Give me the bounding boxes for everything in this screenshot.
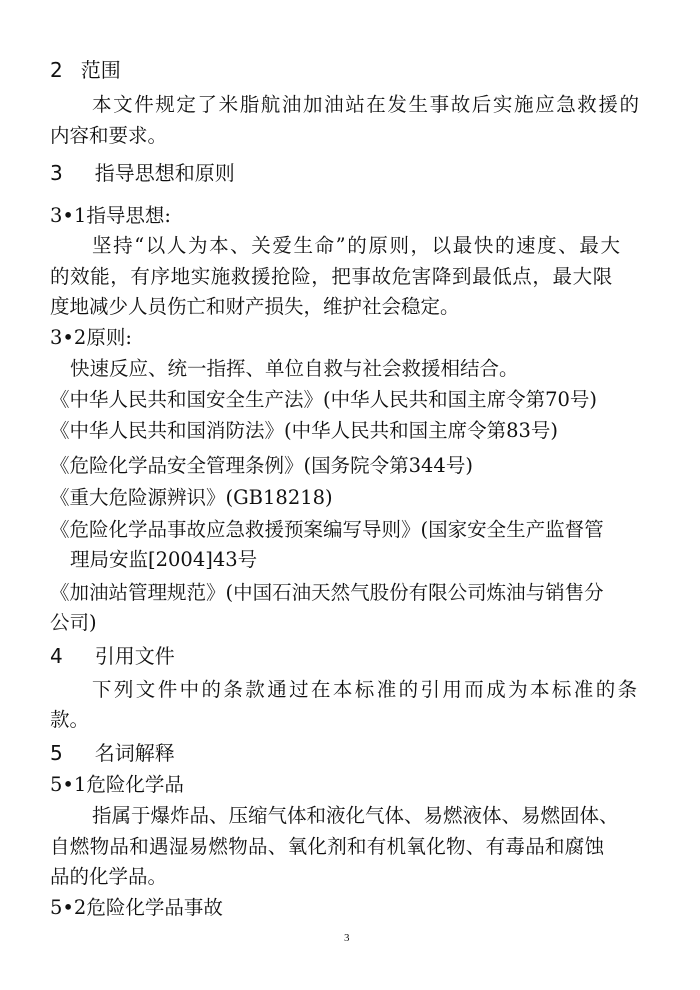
paragraph-line: 本文件规定了米脂航油加油站在发生事故后实施应急救援的 [92,93,641,116]
paragraph-line: 快速反应、统一指挥、单位自救与社会救援相结合。 [70,357,519,380]
paragraph-line: 度地减少人员伤亡和财产损失，维护社会稳定。 [50,295,460,318]
paragraph-line: 品的化学品。 [50,865,168,888]
section-title: 范围 [80,58,121,82]
subsection-title: 5•1危险化学品 [50,773,184,796]
section-number: 4 [50,644,63,668]
section-4-heading [50,643,175,669]
subsection-title: 3•1指导思想: [50,204,171,227]
paragraph-line: 款。 [50,708,90,731]
section-number: 3 [50,161,63,185]
subsection-title: 3•2原则: [50,326,132,349]
subsection-title: 5•2危险化学品事故 [50,896,223,919]
page-number: 3 [344,932,350,944]
section-title: 引用文件 [94,644,175,668]
reference-item: 《加油站管理规范》(中国石油天然气股份有限公司炼油与销售分 [50,581,604,604]
paragraph-line: 坚持“以人为本、关爱生命”的原则，以最快的速度、最大 [92,234,622,257]
paragraph-line: 内容和要求。 [50,124,168,147]
reference-item: 《中华人民共和国安全生产法》(中华人民共和国主席令第70号) [50,388,598,411]
section-title: 名词解释 [94,741,175,765]
reference-item: 《危险化学品安全管理条例》(国务院令第344号) [50,454,473,477]
section-3-heading [50,160,235,186]
section-number: 2 [50,58,63,82]
paragraph-line: 的效能，有序地实施救援抢险，把事故危害降到最低点，最大限 [50,265,613,288]
reference-item-continued: 公司) [50,611,97,634]
reference-item: 《重大危险源辨识》(GB18218) [50,486,333,509]
paragraph-line: 下列文件中的条款通过在本标准的引用而成为本标准的条 [92,678,640,701]
section-5-heading [50,740,175,766]
reference-item: 《危险化学品事故应急救援预案编写导则》(国家安全生产监督管 [50,518,604,541]
section-2-heading [50,57,121,83]
section-number: 5 [50,741,63,765]
reference-item: 《中华人民共和国消防法》(中华人民共和国主席令第83号) [50,419,559,442]
paragraph-line: 指属于爆炸品、压缩气体和液化气体、易燃液体、易燃固体、 [92,804,619,827]
section-title: 指导思想和原则 [94,161,235,185]
reference-item-continued: 理局安监[2004]43号 [70,548,258,571]
paragraph-line: 自燃物品和遇湿易燃物品、氧化剂和有机氧化物、有毒品和腐蚀 [50,835,605,858]
